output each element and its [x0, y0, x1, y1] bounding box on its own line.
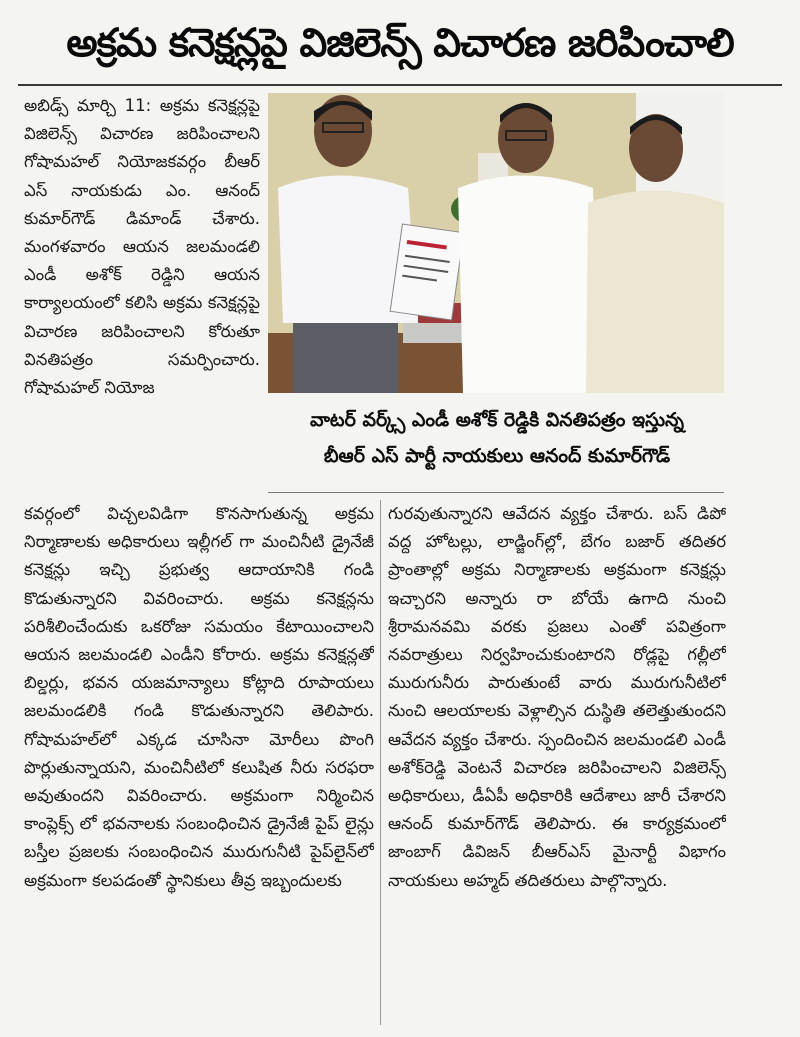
- body-column-bottom-left: కవర్గంలో విచ్చలవిడిగా కొనసాగుతున్న అక్రమ నిర్మాణాలకు అధికారులు ఇల్లీగల్ గా మంచినీటి డ్రైనేజీ కనెక్షన్లు ఇచ్చి ప్రభుత్వ ఆదాయానికి గండి కొడుతున్నారని వివరించారు. అక్రమ కనెక్షన్లను పరిశీలించేందుకు ఒకరోజు సమయం కేటాయించాలని ఆయన జలమండలి ఎండీని కోరారు. అక్రమ కనెక్షన్లతో బిల్డర్లు, భవన యజమాన్యాలు కోట్లాది రూపాయలు జలమండలికి గండి కొడుతున్నారని తెలిపారు. గోషామహల్‌లో ఎక్కడ చూసినా మోరీలు పొంగి పొర్లుతున్నాయని, మంచినీటిలో కలుషిత నీరు సరఫరా అవుతుందని వివరించారు. అక్రమంగా నిర్మించిన కాంప్లెక్స్ లో భవనాలకు సంబంధించిన డ్రైనేజీ పైప్ లైన్లు బస్తీల ప్రజలకు సంబంధించిన మురుగునీటి పైప్‌లైన్‌లో అక్రమంగా కలపడంతో స్థానికులు తీవ్ర ఇబ్బందులకు: [24, 504, 374, 890]
- column-divider: [380, 500, 381, 1025]
- photo-caption-line-2: బీఆర్ ఎస్ పార్టీ నాయకులు ఆనంద్ కుమార్‌గౌడ్: [323, 445, 671, 467]
- headline: అక్రమ కనెక్షన్లపై విజిలెన్స్ విచారణ జరిపించాలి: [66, 21, 734, 66]
- document-handover: [390, 224, 464, 320]
- headline-rule: [18, 84, 782, 86]
- photo-caption-line-1: వాటర్ వర్క్స్ ఎండీ అశోక్ రెడ్డికి వినతిపత్రం ఇస్తున్న: [310, 409, 684, 431]
- body-column-bottom-right: గురవుతున్నారని ఆవేదన వ్యక్తం చేశారు. బస్ డిపో వద్ద హోటల్లు, లాడ్జింగ్‌ల్లో, బేగం బజార్ తదితర ప్రాంతాల్లో అక్రమ నిర్మాణాలకు అక్రమంగా కనెక్షన్లు ఇచ్చారని అన్నారు రా బోయే ఉగాది నుంచి శ్రీరామనవమి వరకు ప్రజలు ఎంతో పవిత్రంగా నవరాత్రులు నిర్వహించుకుంటారని రోడ్లపై గల్లీలో మురుగునీరు పారుతుంటే వారు మురుగునీటిలో నుంచి ఆలయాలకు వెళ్లాల్సిన దుస్థితి తలెత్తుతుందని ఆవేదన వ్యక్తం చేశారు. స్పందించిన జలమండలి ఎండీ అశోక్‌రెడ్డి వెంటనే విచారణ జరిపించాలని విజిలెన్స్ అధికారులు, డీఏపీ అధికారికి ఆదేశాలు జారీ చేశారని ఆనంద్ కుమార్‌గౌడ్ తెలిపారు. ఈ కార్యక్రమంలో జాంబాగ్ డివిజన్ బీఆర్ఎస్ మైనార్టీ విభాగం నాయకులు అహ్మద్ తదితరులు పాల్గొన్నారు.: [388, 504, 726, 890]
- body-column-top-left: అబిడ్స్ మార్చి 11: అక్రమ కనెక్షన్లపై విజిలెన్స్ విచారణ జరిపించాలని గోషామహల్ నియోజకవర్గం బీఆర్ ఎస్ నాయకుడు ఎం. ఆనంద్ కుమార్‌గౌడ్ డిమాండ్ చేశారు. మంగళవారం ఆయన జలమండలి ఎండీ అశోక్ రెడ్డిని ఆయన కార్యాలయంలో కలిసి అక్రమ కనెక్షన్లపై విచారణ జరిపించాలని కోరుతూ వినతిపత్రం సమర్పించారు. గోషామహల్ నియోజ: [24, 96, 260, 398]
- news-photo-illustration: [268, 93, 724, 393]
- photo-caption: [272, 402, 722, 484]
- caption-rule: [268, 492, 724, 493]
- news-photo: [268, 93, 724, 393]
